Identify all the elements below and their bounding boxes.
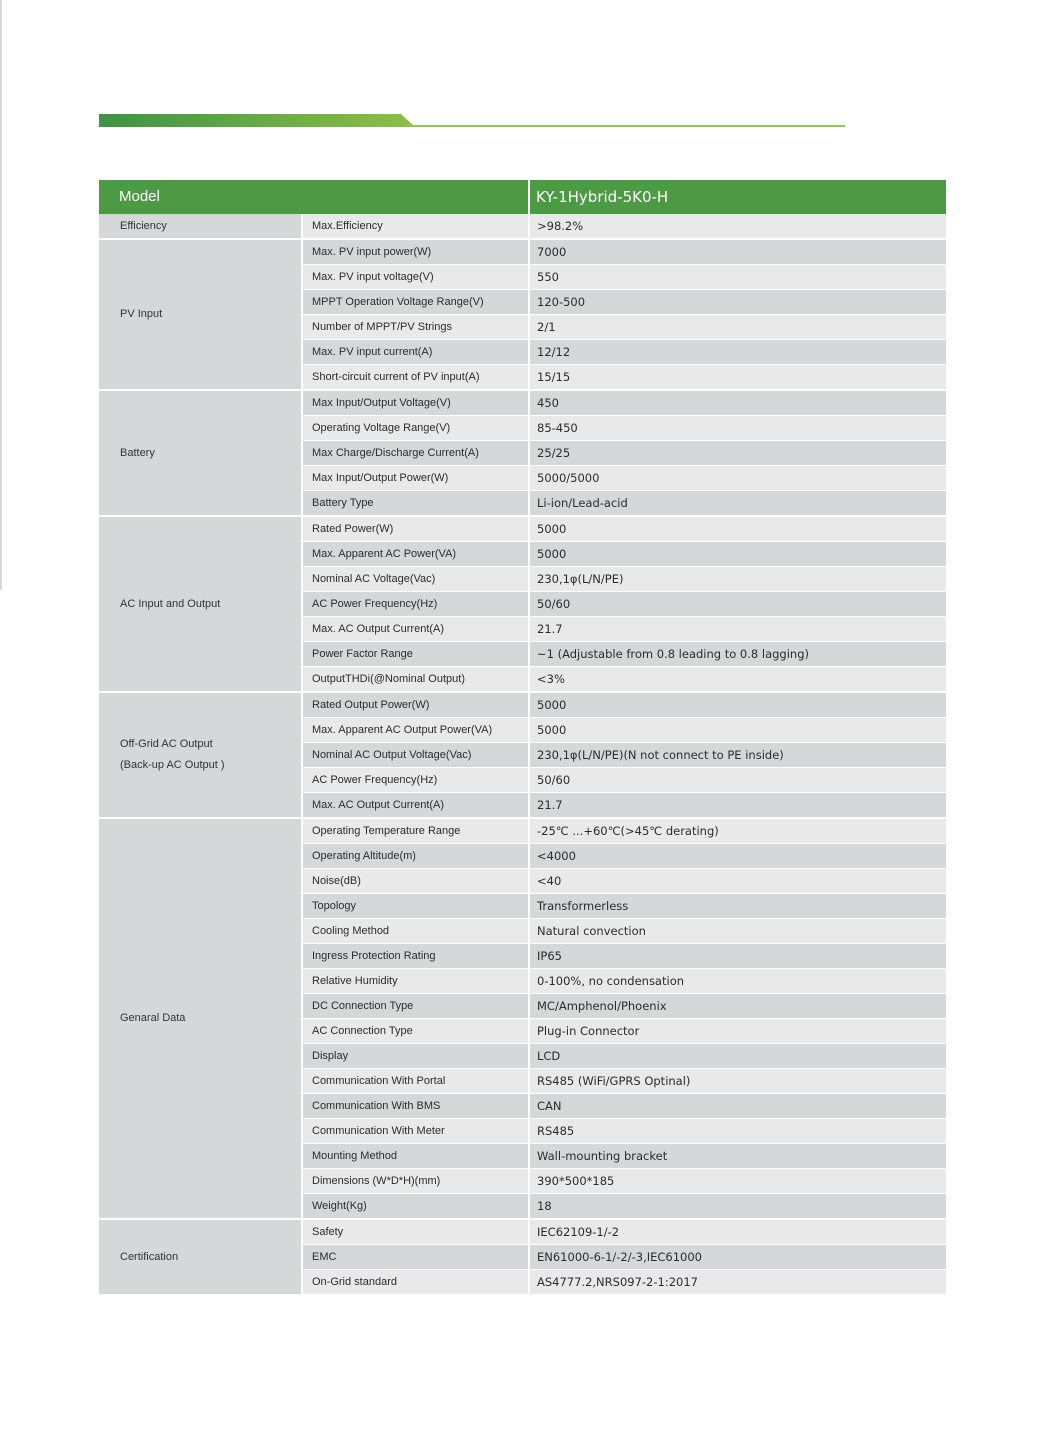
spec-name: Max.Efficiency xyxy=(312,220,383,232)
spec-name: Short-circuit current of PV input(A) xyxy=(312,371,480,383)
spec-name: Safety xyxy=(312,1226,344,1238)
spec-name: Relative Humidity xyxy=(312,975,398,987)
group-label-cell xyxy=(99,1220,301,1294)
spec-row xyxy=(303,1194,946,1218)
spec-row xyxy=(303,1119,946,1144)
spec-name: Dimensions (W*D*H)(mm) xyxy=(312,1175,441,1187)
group-label-cell xyxy=(99,517,301,691)
spec-name: Weight(Kg) xyxy=(312,1200,367,1212)
spec-name: Max. PV input current(A) xyxy=(312,346,433,358)
spec-value: 7000 xyxy=(537,245,567,259)
spec-row xyxy=(303,969,946,994)
spec-value: Natural convection xyxy=(537,924,646,938)
spec-value: RS485 xyxy=(537,1124,575,1138)
group-label-secondary: (Back-up AC Output ) xyxy=(120,759,225,771)
header-divider xyxy=(528,180,530,214)
spec-row xyxy=(303,240,946,265)
group-label-cell xyxy=(99,214,301,238)
group-label: Battery xyxy=(120,446,155,459)
spec-row xyxy=(303,743,946,768)
spec-row xyxy=(303,642,946,667)
group-label: Off-Grid AC Output xyxy=(120,738,213,750)
spec-name: Nominal AC Voltage(Vac) xyxy=(312,573,436,585)
spec-name: EMC xyxy=(312,1251,337,1263)
spec-value: 85-450 xyxy=(537,421,578,435)
spec-value: 5000 xyxy=(537,723,567,737)
group-label-cell xyxy=(99,240,301,389)
spec-name: Communication With BMS xyxy=(312,1100,441,1112)
spec-name: Ingress Protection Rating xyxy=(312,950,436,962)
group-label: Certification xyxy=(120,1250,179,1263)
spec-value: 120-500 xyxy=(537,295,586,309)
spec-row xyxy=(303,718,946,743)
spec-row xyxy=(303,315,946,340)
spec-row xyxy=(303,793,946,817)
spec-value: CAN xyxy=(537,1099,562,1113)
spec-row xyxy=(303,592,946,617)
spec-name: MPPT Operation Voltage Range(V) xyxy=(312,296,484,308)
spec-name: DC Connection Type xyxy=(312,1000,414,1012)
spec-name: Max Input/Output Power(W) xyxy=(312,472,449,484)
spec-row xyxy=(303,819,946,844)
group-label-cell xyxy=(99,693,301,817)
spec-value: Plug-in Connector xyxy=(537,1024,640,1038)
spec-row xyxy=(303,994,946,1019)
spec-name: Max. Apparent AC Output Power(VA) xyxy=(312,724,493,736)
spec-value: 230,1φ(L/N/PE) xyxy=(537,572,624,586)
spec-name: AC Power Frequency(Hz) xyxy=(312,774,438,786)
spec-name: Mounting Method xyxy=(312,1150,397,1162)
spec-row xyxy=(303,1044,946,1069)
spec-value: 5000 xyxy=(537,698,567,712)
spec-name: Max. PV input voltage(V) xyxy=(312,271,434,283)
spec-value: 12/12 xyxy=(537,345,571,359)
spec-group xyxy=(99,240,946,391)
spec-value: RS485 (WiFi/GPRS Optinal) xyxy=(537,1074,691,1088)
spec-row xyxy=(303,466,946,491)
spec-row xyxy=(303,290,946,315)
spec-name: Battery Type xyxy=(312,497,374,509)
spec-value: 230,1φ(L/N/PE)(N not connect to PE inside) xyxy=(537,748,784,762)
spec-value: 5000 xyxy=(537,522,567,536)
spec-name: Nominal AC Output Voltage(Vac) xyxy=(312,749,472,761)
spec-name: Communication With Meter xyxy=(312,1125,445,1137)
spec-value: 5000/5000 xyxy=(537,471,600,485)
spec-value: 21.7 xyxy=(537,622,563,636)
spec-value: 50/60 xyxy=(537,597,571,611)
spec-name: AC Power Frequency(Hz) xyxy=(312,598,438,610)
spec-name: Operating Temperature Range xyxy=(312,825,461,837)
spec-value: 15/15 xyxy=(537,370,571,384)
spec-row xyxy=(303,768,946,793)
spec-groups xyxy=(99,214,946,1294)
spec-row xyxy=(303,944,946,969)
spec-value: 390*500*185 xyxy=(537,1174,615,1188)
group-label: Efficiency xyxy=(120,219,167,232)
spec-group xyxy=(99,214,946,240)
group-label-cell xyxy=(99,819,301,1218)
spec-value: MC/Amphenol/Phoenix xyxy=(537,999,667,1013)
spec-group xyxy=(99,693,946,819)
spec-name: Max. AC Output Current(A) xyxy=(312,799,445,811)
spec-value: Transformerless xyxy=(537,899,629,913)
spec-name: Cooling Method xyxy=(312,925,390,937)
spec-row xyxy=(303,1094,946,1119)
spec-row xyxy=(303,365,946,389)
spec-row xyxy=(303,667,946,691)
page-edge-line xyxy=(0,0,2,590)
spec-row xyxy=(303,693,946,718)
spec-name: Max Input/Output Voltage(V) xyxy=(312,397,451,409)
spec-value: 2/1 xyxy=(537,320,556,334)
spec-row xyxy=(303,441,946,466)
spec-value: Wall-mounting bracket xyxy=(537,1149,668,1163)
spec-name: Max. PV input power(W) xyxy=(312,246,432,258)
spec-row xyxy=(303,340,946,365)
spec-value: >98.2% xyxy=(537,219,584,233)
spec-value: <3% xyxy=(537,672,565,686)
spec-row xyxy=(303,844,946,869)
spec-table-header xyxy=(99,180,946,214)
spec-row xyxy=(303,919,946,944)
group-label: AC Input and Output xyxy=(120,597,221,610)
spec-row xyxy=(303,416,946,441)
spec-row xyxy=(303,1069,946,1094)
group-label: Genaral Data xyxy=(120,1012,186,1024)
spec-name: Rated Power(W) xyxy=(312,523,394,535)
spec-value: IEC62109-1/-2 xyxy=(537,1225,620,1239)
spec-row xyxy=(303,1220,946,1245)
header-decoration-bar xyxy=(99,113,847,129)
spec-name: AC Connection Type xyxy=(312,1025,413,1037)
spec-value: ~1 (Adjustable from 0.8 leading to 0.8 lagging) xyxy=(537,647,809,661)
spec-value: -25℃ ...+60℃(>45℃ derating) xyxy=(537,824,719,838)
spec-row xyxy=(303,1270,946,1294)
spec-group xyxy=(99,819,946,1220)
spec-value: AS4777.2,NRS097-2-1:2017 xyxy=(537,1275,698,1289)
spec-group xyxy=(99,517,946,693)
spec-group xyxy=(99,391,946,517)
spec-name: Operating Altitude(m) xyxy=(312,850,416,862)
spec-name: Operating Voltage Range(V) xyxy=(312,422,451,434)
spec-row xyxy=(303,491,946,515)
spec-row xyxy=(303,617,946,642)
spec-value: 50/60 xyxy=(537,773,571,787)
spec-row xyxy=(303,894,946,919)
spec-value: LCD xyxy=(537,1049,561,1063)
spec-value: EN61000-6-1/-2/-3,IEC61000 xyxy=(537,1250,702,1264)
spec-name: Power Factor Range xyxy=(312,648,413,660)
spec-name: Number of MPPT/PV Strings xyxy=(312,321,452,333)
spec-value: 5000 xyxy=(537,547,567,561)
spec-value: 0-100%, no condensation xyxy=(537,974,685,988)
spec-value: 25/25 xyxy=(537,446,571,460)
spec-name: Rated Output Power(W) xyxy=(312,699,430,711)
spec-name: On-Grid standard xyxy=(312,1276,397,1288)
spec-row xyxy=(303,391,946,416)
spec-name: Noise(dB) xyxy=(312,875,361,887)
spec-name: Topology xyxy=(312,900,357,912)
spec-value: Li-ion/Lead-acid xyxy=(537,496,628,510)
spec-name: Max Charge/Discharge Current(A) xyxy=(312,447,479,459)
spec-row xyxy=(303,1245,946,1270)
spec-name: Communication With Portal xyxy=(312,1075,446,1087)
model-label: Model xyxy=(119,188,160,205)
spec-row xyxy=(303,567,946,592)
spec-value: <40 xyxy=(537,874,562,888)
spec-name: Display xyxy=(312,1050,349,1062)
spec-row xyxy=(303,214,946,238)
spec-row xyxy=(303,1144,946,1169)
spec-name: Max. AC Output Current(A) xyxy=(312,623,445,635)
spec-value: <4000 xyxy=(537,849,576,863)
spec-table xyxy=(99,180,946,1294)
spec-row xyxy=(303,542,946,567)
spec-name: Max. Apparent AC Power(VA) xyxy=(312,548,457,560)
spec-row xyxy=(303,1019,946,1044)
group-label-cell xyxy=(99,391,301,515)
group-label: PV Input xyxy=(120,308,163,320)
spec-row xyxy=(303,869,946,894)
spec-name: OutputTHDi(@Nominal Output) xyxy=(312,673,465,685)
spec-value: 550 xyxy=(537,270,559,284)
spec-row xyxy=(303,517,946,542)
spec-value: 18 xyxy=(537,1199,552,1213)
spec-group xyxy=(99,1220,946,1294)
spec-value: 450 xyxy=(537,396,559,410)
spec-row xyxy=(303,1169,946,1194)
spec-value: IP65 xyxy=(537,949,562,963)
spec-value: 21.7 xyxy=(537,798,563,812)
spec-row xyxy=(303,265,946,290)
model-value: KY-1Hybrid-5K0-H xyxy=(536,188,669,206)
